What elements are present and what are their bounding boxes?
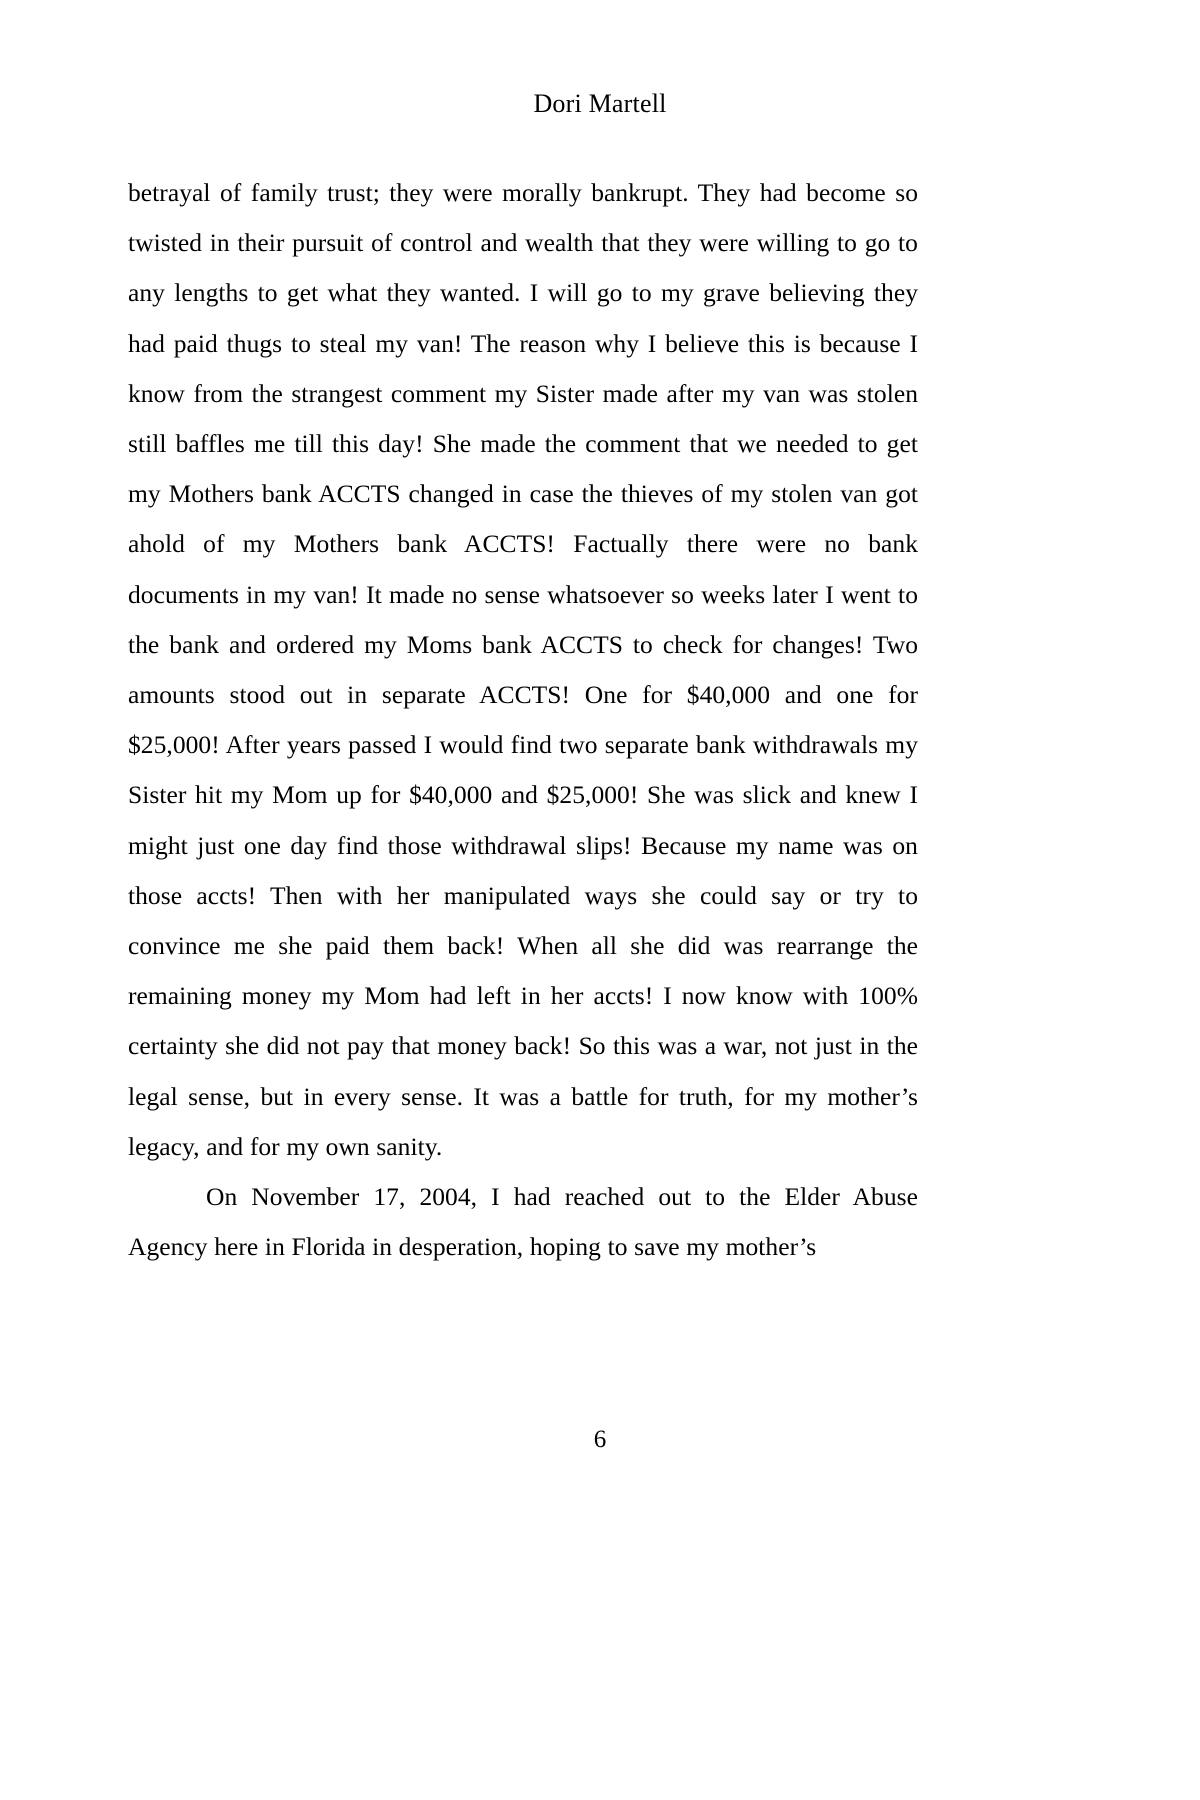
running-head-author: Dori Martell <box>533 89 667 118</box>
body-paragraph-1: betrayal of family trust; they were morally bankrupt. They had become so twisted in their pursuit of control and wealth that they were willing to go to any lengths to get what they wanted. I will go to my grave believing they had paid thugs to steal my van! The reason why I believe this is because I know from the strangest comment my Sister made after my van was stolen still baffles me till this day! She made the comment that we needed to get my Mothers bank ACCTS changed in case the thieves of my stolen van got ahold of my Mothers bank ACCTS! Factually there were no bank documents in my van! It made no sense whatsoever so weeks later I went to the bank and ordered my Moms bank ACCTS to check for changes! Two amounts stood out in separate ACCTS! One for $40,000 and one for $25,000! After years passed I would find two separate bank withdrawals my Sister hit my Mom up for $40,000 and $25,000! She was slick and knew I might just one day find those withdrawal slips! Because my name was on those accts! Then with her manipulated ways she could say or try to convince me she paid them back! When all she did was rearrange the remaining money my Mom had left in her accts! I now know with 100% certainty she did not pay that money back! So this was a war, not just in the legal sense, but in every sense. It was a battle for truth, for my mother’s legacy, and for my own sanity. <box>128 178 918 1161</box>
page-number-folio: 6 <box>593 1426 607 1453</box>
body-paragraph-2: On November 17, 2004, I had reached out to the Elder Abuse Agency here in Florida in desperation, hoping to save my mother’s <box>128 1182 918 1262</box>
page-body <box>128 168 918 1272</box>
